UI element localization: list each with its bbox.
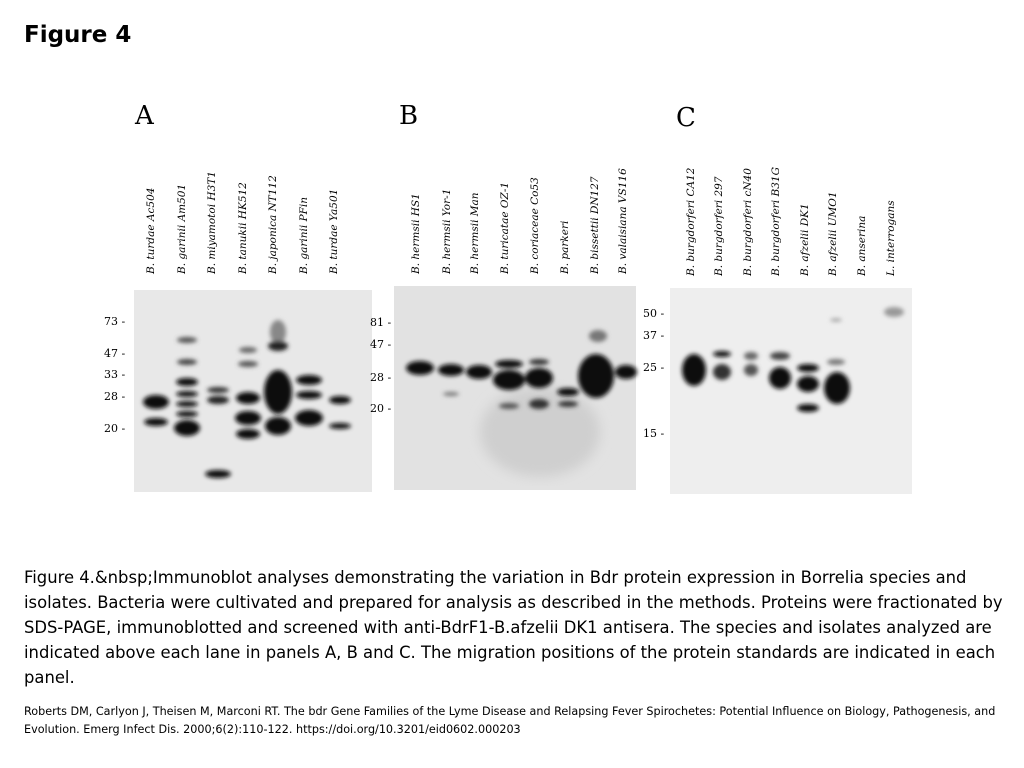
panel-c-letter: C xyxy=(676,103,696,133)
panel-a xyxy=(104,101,372,492)
mw-marker: 47 - xyxy=(104,347,126,360)
mw-marker: 37 - xyxy=(643,329,665,342)
lane-label: B. garinii PFin xyxy=(298,196,310,274)
lane-label: B. anserina xyxy=(856,215,868,276)
panel-c xyxy=(643,103,912,494)
panel-a-blot xyxy=(134,290,372,492)
mw-marker: 15 - xyxy=(643,427,665,440)
mw-marker: 73 - xyxy=(104,315,126,328)
panel-b-mw-markers xyxy=(370,316,391,415)
lane-label: B. afzelii UMO1 xyxy=(827,191,839,276)
lane-label: B. parkeri xyxy=(559,220,571,274)
figure-image xyxy=(100,92,940,502)
lane-label: B. turdae Ac504 xyxy=(145,187,157,274)
mw-marker: 25 - xyxy=(643,361,665,374)
panel-a-mw-markers xyxy=(104,315,125,435)
lane-label: B. burgdorferi cN40 xyxy=(742,168,754,276)
lane-label: L. interrogans xyxy=(885,200,897,276)
mw-marker: 47 - xyxy=(370,338,392,351)
mw-marker: 33 - xyxy=(104,368,126,381)
panel-a-lane-labels xyxy=(145,171,340,275)
mw-marker: 50 - xyxy=(643,307,665,320)
lane-label: B. hermsii Yor-1 xyxy=(441,188,453,274)
panel-b xyxy=(370,101,637,490)
lane-label: B. hermsii Man xyxy=(469,192,481,274)
mw-marker: 28 - xyxy=(370,371,392,384)
mw-marker: 81 - xyxy=(370,316,392,329)
lane-label: B. burgdorferi CA12 xyxy=(685,167,697,276)
panel-b-letter: B xyxy=(399,101,419,131)
panel-c-lane-labels xyxy=(685,167,897,277)
figure-title: Figure 4 xyxy=(24,22,132,48)
lane-label: B. japonica NT112 xyxy=(267,175,279,274)
lane-label: B. hermsii HS1 xyxy=(410,193,422,274)
figure-citation: Roberts DM, Carlyon J, Theisen M, Marconi RT. The bdr Gene Families of the Lyme Disease and Relapsing Fever Spirochetes: Potential Influence on Biology, Pathogenesis, and Evolution. Emerg Infect Dis. 2000;6(2):110-122. https://doi.org/10.3201/eid0602.000203 xyxy=(24,705,996,736)
lane-label: B. afzelii DK1 xyxy=(799,203,811,276)
mw-marker: 20 - xyxy=(104,422,126,435)
lane-label: B. miyamotoi H3T1 xyxy=(206,171,218,274)
lane-label: B. burgdorferi B31G xyxy=(770,167,782,276)
mw-marker: 28 - xyxy=(104,390,126,403)
lane-label: B. tanukii HK512 xyxy=(237,182,249,274)
panel-a-letter: A xyxy=(135,101,154,131)
mw-marker: 20 - xyxy=(370,402,392,415)
lane-label: B. turdae Ya501 xyxy=(328,188,340,274)
panel-b-blot xyxy=(394,286,637,490)
lane-label: B. coriaceae Co53 xyxy=(529,177,541,274)
lane-label: B. burgdorferi 297 xyxy=(713,176,725,276)
lane-label: B. valaisiana VS116 xyxy=(617,168,629,274)
panel-c-blot xyxy=(670,288,912,494)
figure-caption: Figure 4.&nbsp;Immunoblot analyses demonstrating the variation in Bdr protein expression in Borrelia species and isolates. Bacteria were cultivated and prepared for analysis as described in the methods. Proteins were fractionated by SDS-PAGE, immunoblotted and screened with anti-BdrF1-B.afzelii DK1 antisera. The species and isolates analyzed are indicated above each lane in panels A, B and C. The migration positions of the protein standards are indicated in each panel. xyxy=(24,568,1003,687)
lane-label: B. garinii Am501 xyxy=(176,183,188,274)
panel-b-lane-labels xyxy=(410,168,629,275)
lane-label: B. bissettii DN127 xyxy=(589,176,601,274)
lane-label: B. turicatae OZ-1 xyxy=(499,181,511,274)
panel-c-mw-markers xyxy=(643,307,664,440)
